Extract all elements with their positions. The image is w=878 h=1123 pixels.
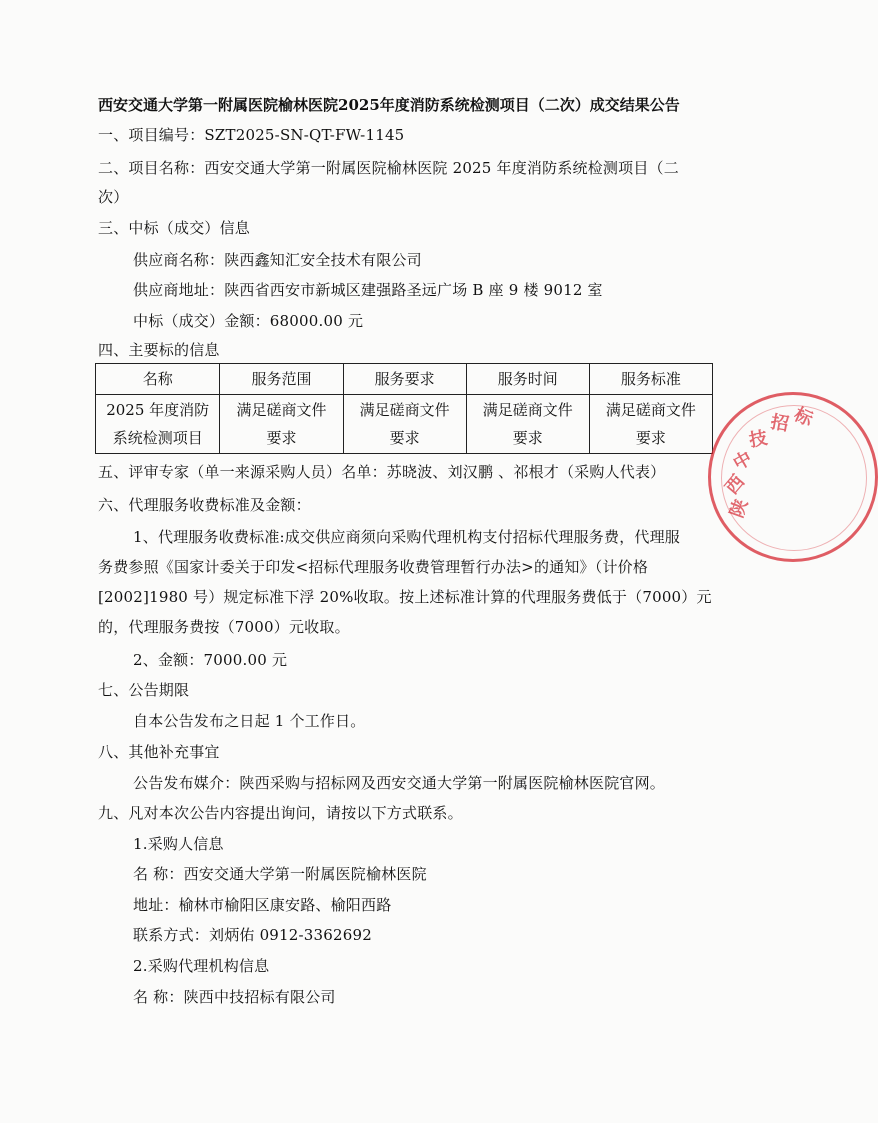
seal-char: 中 (729, 447, 756, 475)
period-text: 自本公告发布之日起 1 个工作日。 (133, 712, 366, 730)
cell-line: 2025 年度消防 (106, 401, 210, 419)
table-header-cell: 服务标准 (589, 364, 712, 395)
table-header-cell: 服务范围 (220, 364, 343, 395)
cell-line: 系统检测项目 (112, 429, 203, 447)
section-contact-heading: 九、凡对本次公告内容提出询问，请按以下方式联系。 (98, 804, 463, 822)
purchaser-contact: 联系方式：刘炳佑 0912-3362692 (133, 926, 373, 944)
supplier-address: 供应商地址：陕西省西安市新城区建强路圣远广场 B 座 9 楼 9012 室 (133, 281, 603, 299)
seal-char: 西 (721, 471, 749, 499)
cell-line: 满足磋商文件 (359, 401, 450, 419)
seal-char: 标 (790, 404, 816, 431)
award-amount: 中标（成交）金额：68000.00 元 (133, 312, 364, 330)
purchaser-heading: 1.采购人信息 (133, 835, 224, 853)
table-cell (220, 395, 343, 454)
section-award-heading: 三、中标（成交）信息 (98, 219, 251, 237)
fee-standard-line1: 1、代理服务收费标准:成交供应商须向采购代理机构支付招标代理服务费，代理服 (133, 528, 681, 546)
seal-char: 招 (769, 411, 791, 436)
section-fee-heading: 六、代理服务收费标准及金额： (98, 496, 311, 514)
supplier-name: 供应商名称：陕西鑫知汇安全技术有限公司 (133, 251, 422, 269)
cell-line: 要求 (635, 429, 666, 447)
agency-name: 名 称：陕西中技招标有限公司 (133, 988, 336, 1006)
table-header-cell: 名称 (96, 364, 220, 395)
official-seal (708, 392, 878, 562)
table-cell (589, 395, 712, 454)
project-name-line1: 二、项目名称：西安交通大学第一附属医院榆林医院 2025 年度消防系统检测项目（二 (98, 159, 679, 177)
cell-line: 要求 (389, 429, 420, 447)
section-other-heading: 八、其他补充事宜 (98, 743, 220, 761)
fee-standard-line3: [2002]1980 号）规定标准下浮 20%收取。按上述标准计算的代理服务费低于（7000）元 (98, 588, 712, 606)
purchaser-address: 地址：榆林市榆阳区康安路、榆阳西路 (133, 896, 392, 914)
fee-standard-line4: 的，代理服务费按（7000）元收取。 (98, 618, 350, 636)
cell-line: 满足磋商文件 (605, 401, 696, 419)
other-text: 公告发布媒介：陕西采购与招标网及西安交通大学第一附属医院榆林医院官网。 (133, 774, 666, 792)
seal-char: 技 (747, 427, 769, 452)
subject-info-table (95, 363, 713, 454)
table-header-cell: 服务要求 (343, 364, 466, 395)
section-period-heading: 七、公告期限 (98, 681, 190, 699)
table-cell (466, 395, 589, 454)
cell-line: 要求 (512, 429, 543, 447)
section-subject-heading: 四、主要标的信息 (98, 341, 220, 359)
project-number: 一、项目编号：SZT2025-SN-QT-FW-1145 (98, 126, 405, 144)
seal-inner-ring (721, 405, 867, 551)
table-header-cell: 服务时间 (466, 364, 589, 395)
cell-line: 要求 (266, 429, 297, 447)
agency-heading: 2.采购代理机构信息 (133, 957, 270, 975)
document-title: 西安交通大学第一附属医院榆林医院2025年度消防系统检测项目（二次）成交结果公告 (98, 96, 680, 114)
fee-amount: 2、金额：7000.00 元 (133, 651, 288, 669)
fee-standard-line2: 务费参照《国家计委关于印发<招标代理服务收费管理暂行办法>的通知》（计价格 (98, 558, 649, 576)
table-header-row (96, 364, 713, 395)
project-name-line2: 次） (98, 188, 129, 206)
seal-char: 陕 (726, 496, 753, 521)
table-row (96, 395, 713, 454)
expert-list: 五、评审专家（单一来源采购人员）名单：苏晓波、刘汉鹏 、祁根才（采购人代表） (98, 463, 666, 481)
table-cell (343, 395, 466, 454)
table-cell (96, 395, 220, 454)
purchaser-name: 名 称：西安交通大学第一附属医院榆林医院 (133, 865, 427, 883)
cell-line: 满足磋商文件 (236, 401, 327, 419)
cell-line: 满足磋商文件 (482, 401, 573, 419)
